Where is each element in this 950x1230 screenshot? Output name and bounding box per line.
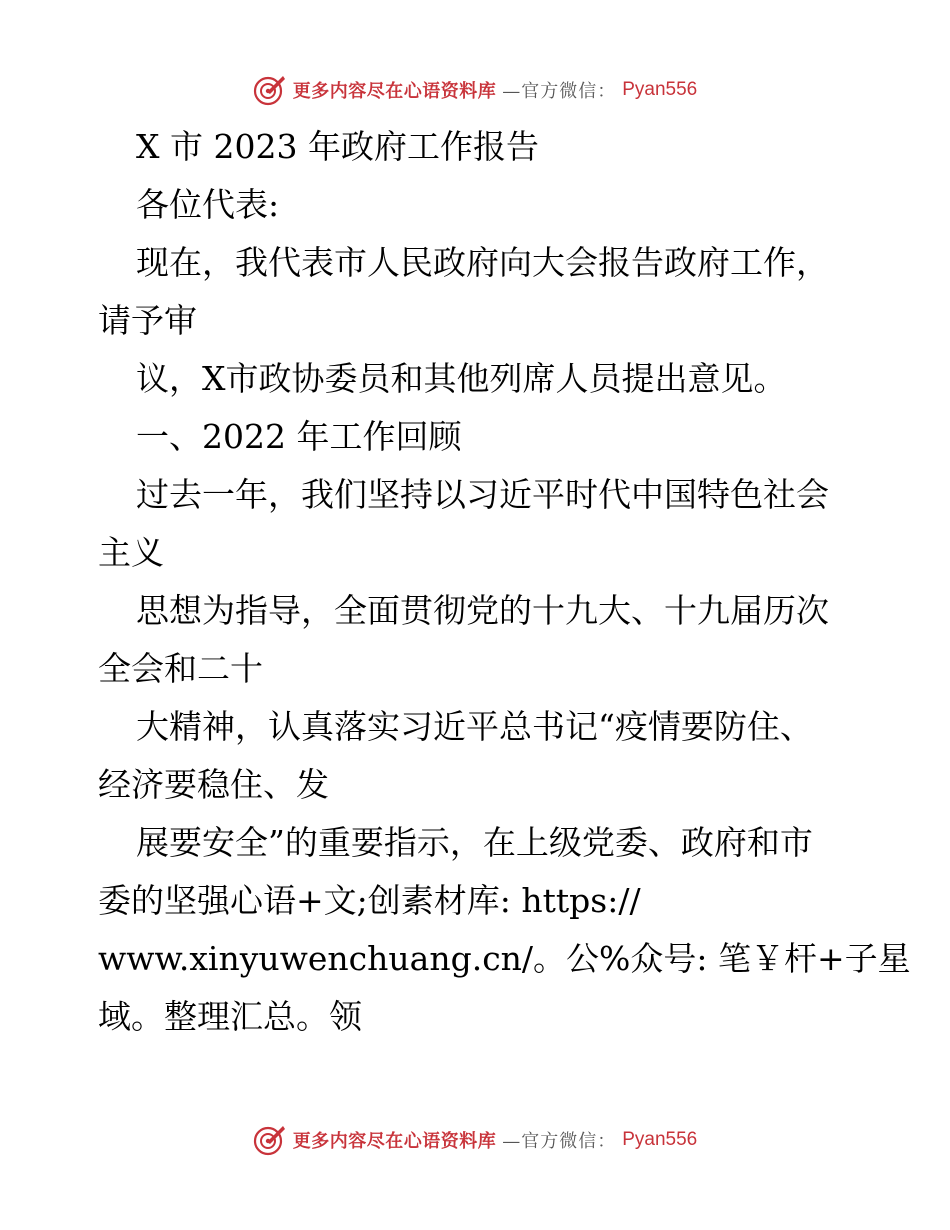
doc-line: 展要安全”的重要指示，在上级党委、政府和市 [136, 823, 813, 862]
doc-section-heading: 一、2022 年工作回顾 [136, 417, 462, 456]
document-body [98, 118, 911, 1046]
doc-line: 经济要稳住、发 [98, 765, 329, 804]
doc-line: 大精神，认真落实习近平总书记“疫情要防住、 [136, 707, 813, 746]
pen-nib-logo-icon [253, 1123, 287, 1157]
banner-site-name: 更多内容尽在心语资料库 [292, 1131, 497, 1152]
doc-title: X 市 2023 年政府工作报告 [136, 127, 539, 166]
doc-line: 过去一年，我们坚持以习近平时代中国特色社会 [136, 475, 829, 514]
doc-line: 现在，我代表市人民政府向大会报告政府工作， [136, 243, 829, 282]
footer-banner [0, 1120, 950, 1160]
banner-wechat-label: —官方微信： [502, 81, 617, 102]
banner-wechat-id: Pyan556 [622, 1129, 698, 1150]
doc-line: 各位代表: [136, 185, 280, 224]
banner-wechat-id: Pyan556 [622, 79, 698, 100]
doc-line: 思想为指导，全面贯彻党的十九大、十九届历次 [136, 591, 829, 630]
doc-line: 全会和二十 [98, 649, 263, 688]
pen-nib-logo-icon [253, 73, 287, 107]
header-banner [0, 70, 950, 110]
doc-line: 域。整理汇总。领 [98, 997, 362, 1036]
doc-line: 委的坚强心语+文;创素材库: https:// [98, 881, 641, 920]
doc-line: 议，X市政协委员和其他列席人员提出意见。 [136, 359, 787, 398]
doc-line: 主义 [98, 533, 164, 572]
doc-line: 请予审 [98, 301, 197, 340]
banner-site-name: 更多内容尽在心语资料库 [292, 81, 497, 102]
doc-line: www.xinyuwenchuang.cn/。公%众号: 笔￥杆+子星 [98, 939, 911, 978]
banner-wechat-label: —官方微信： [502, 1131, 617, 1152]
